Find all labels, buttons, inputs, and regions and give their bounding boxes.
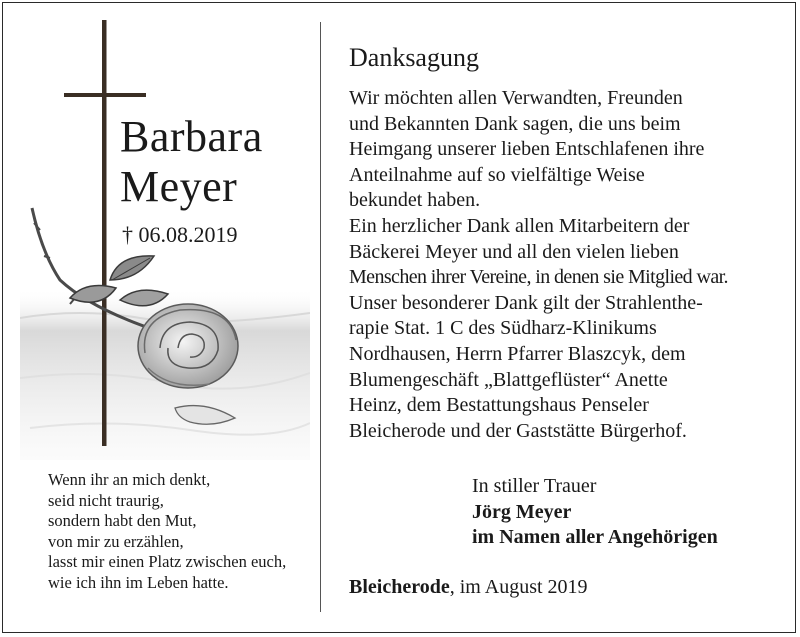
death-date: † 06.08.2019 [122,222,238,247]
body-line: Nordhausen, Herrn Pfarrer Blaszcyk, dem [349,342,686,365]
body-line: Unser besonderer Dank gilt der Strahlenthe- [349,291,703,314]
place-date [349,576,588,599]
poem-line: lasst mir einen Platz zwischen euch, [48,552,287,571]
poem-line: von mir zu erzählen, [48,531,184,551]
signature-intro: In stiller Trauer [472,475,597,497]
body-line: Menschen ihrer Vereine, in denen sie Mitglied war. [349,266,728,289]
first-name: Barbara [120,112,263,161]
body-line: Heimgang unserer lieben Entschlafenen ihre [349,138,705,161]
notice-body [349,86,779,444]
body-line: Blumengeschäft „Blattgeflüster“ Anette [349,368,668,391]
poem-line: Wenn ihr an mich denkt, [48,470,211,489]
column-divider [320,22,321,612]
body-line: Heinz, dem Bestattungshaus Penseler [349,394,649,417]
body-line: Bäckerei Meyer und all den vielen lieben [349,240,679,263]
cross-icon [102,20,107,446]
cross-bar [64,93,146,97]
deceased-name [120,112,263,212]
body-line: Ein herzlicher Dank allen Mitarbeitern der [349,214,690,237]
place-month: , im August 2019 [449,576,588,598]
body-line: Anteilnahme auf so vielfältige Weise [349,163,645,186]
poem-line: sondern habt den Mut, [48,511,197,530]
body-line: und Bekannten Dank sagen, die uns beim [349,112,681,135]
body-line: Wir möchten allen Verwandten, Freunden [349,87,683,109]
rose-icon [138,304,238,388]
signature-family: im Namen aller Angehörigen [472,526,718,548]
poem-line: wie ich ihn im Leben hatte. [48,572,229,592]
body-line: Bleicherode und der Gaststätte Bürgerhof. [349,419,687,442]
poem-line: seid nicht traurig, [48,490,164,510]
poem [48,470,286,593]
place-city: Bleicherode [349,576,450,598]
last-name: Meyer [120,162,238,211]
notice-title: Danksagung [349,43,479,72]
signature-block [472,474,718,551]
body-line: bekundet haben. [349,189,481,212]
signature-name: Jörg Meyer [472,500,572,523]
body-line: rapie Stat. 1 C des Südharz-Klinikums [349,317,657,340]
